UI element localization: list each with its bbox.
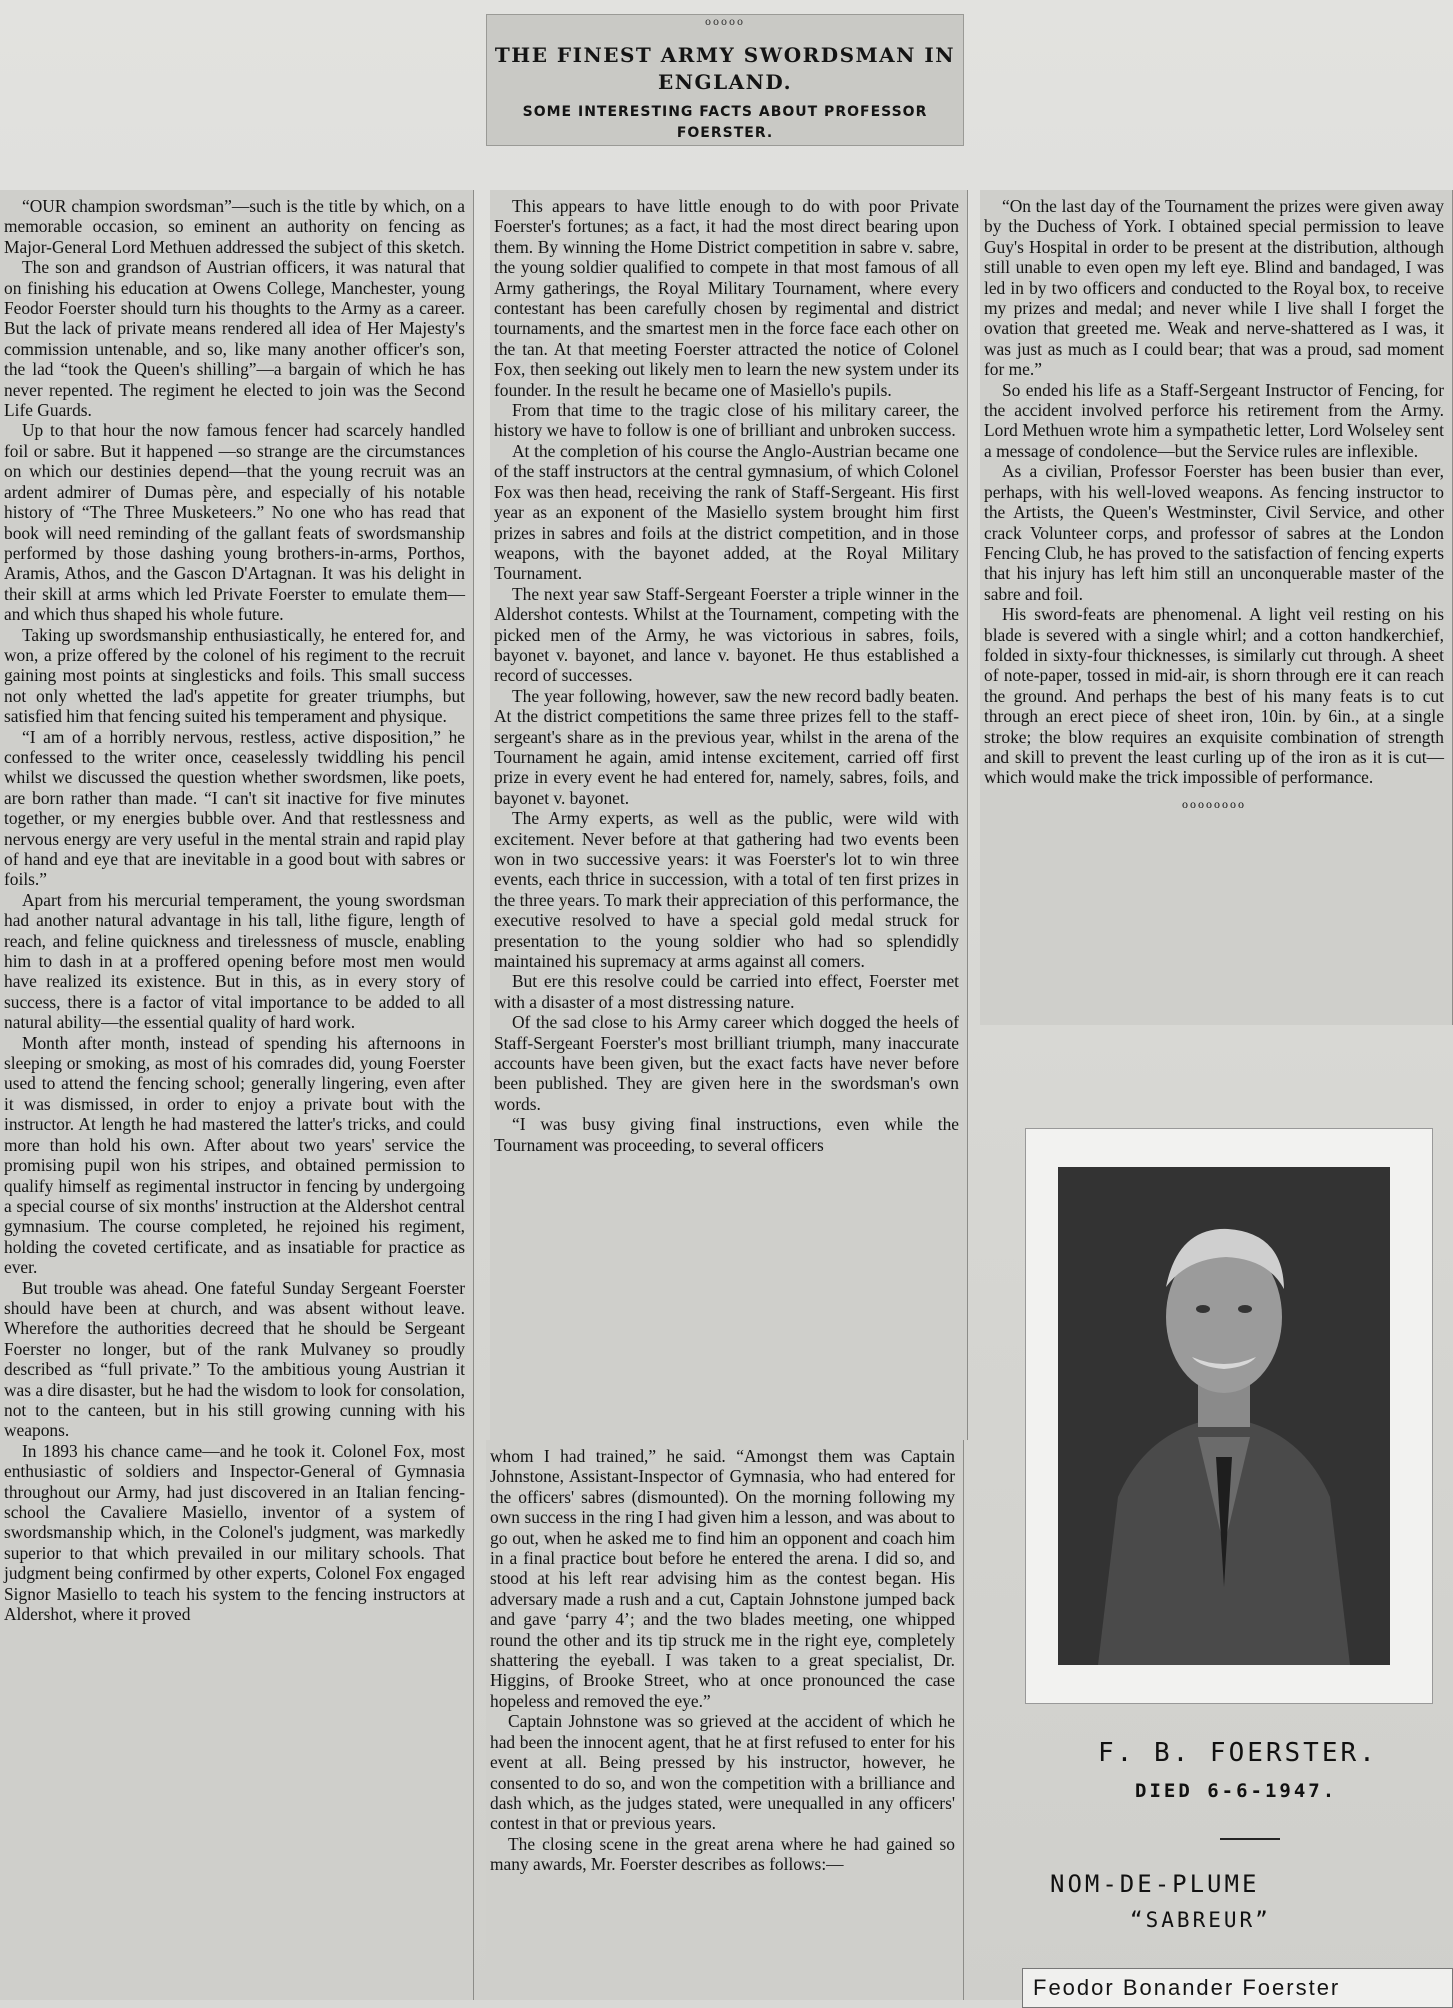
photo-frame <box>1025 1128 1433 1704</box>
article-column-1 <box>0 190 474 2000</box>
portrait-photo <box>1058 1167 1390 1665</box>
paragraph: The closing scene in the great arena where he had gained so many awards, Mr. Foerster describes as follows:— <box>490 1833 955 1875</box>
handwritten-pseudonym: “SABREUR” <box>1130 1908 1271 1932</box>
paragraph: This appears to have little enough to do with poor Private Foerster's fortunes; as a fact, it had the most direct bearing upon them. By winning the Home District competition in sabre v. sabre, the young soldier qualified to compete in that most famous of all Army gatherings, the Royal Military Tournament, where every contestant has been carefully chosen by regimental and district tournaments, and the smartest men in the force face each other on the tan. At that meeting Foerster attracted the notice of Colonel Fox, then seeking out likely men to learn the new system under its founder. In the result he became one of Masiello's pupils. <box>494 196 959 400</box>
paragraph: Up to that hour the now famous fencer had scarcely handled foil or sabre. But it happened —so strange are the circumstances on which our destinies depend—that the young recruit was an ardent admirer of Dumas père, and especially of his notable history of “The Three Musketeers.” No one who has read that book will need reminding of the gallant feats of swordsmanship performed by those dashing young brothers-in-arms, Porthos, Aramis, Athos, and the Gascon D'Artagnan. It was his delight in their skill at arms which led Private Foerster to emulate them—and which thus shaped his whole future. <box>4 420 465 625</box>
headline-ornament: ooooo <box>704 17 746 28</box>
paragraph: whom I had trained,” he said. “Amongst them was Captain Johnstone, Assistant-Inspector of Gymnasia, who had entered for the officers' sabres (dismounted). On the morning following my own success in the ring I had given him a lesson, and was about to go out, when he asked me to find him an opponent and coach him in a final practice bout before he entered the arena. I did so, and stood at his left rear advising him as the contest began. His adversary made a rush and a cut, Captain Johnstone jumped back and gave ‘parry 4’; and the two blades meeting, one whipped round the other and its tip struck me in the right eye, completely shattering the eyeball. I was taken to a great specialist, Dr. Higgins, of Brooke Street, who at once pronounced the case hopeless and removed the eye.” <box>490 1446 955 1711</box>
paragraph: Apart from his mercurial temperament, the young swordsman had another natural advantage in his tall, lithe figure, length of reach, and feline quickness and tirelessness of muscle, enabling him to dash in at a proffered opening before most men would have realized its existence. But in this, as in every story of success, there is a factor of vital importance to be added to all natural ability—the essential quality of hard work. <box>4 889 465 1033</box>
paragraph: “On the last day of the Tournament the prizes were given away by the Duchess of York. I obtained special permission to leave Guy's Hospital in order to be present at the distribution, although still unable to even open my left eye. Blind and bandaged, I was led in by two officers and conducted to the Royal box, to receive my prizes and medal; and never while I live shall I forget the ovation that greeted me. Weak and nerve-shattered as I was, it was just as much as I could bear; that was a proud, sad moment for me.” <box>984 196 1444 380</box>
paragraph: In 1893 his chance came—and he took it. Colonel Fox, most enthusiastic of soldiers and Inspector-General of Gymnasia throughout our Army, had just discovered in an Italian fencing-school the Cavaliere Masiello, inventor of a system of swordsmanship which, in the Colonel's judgment, was markedly superior to that which prevailed in our military schools. That judgment being confirmed by other experts, Colonel Fox engaged Signor Masiello to teach his system to the fencing instructors at Aldershot, where it proved <box>4 1440 465 1625</box>
typed-name-label: Feodor Bonander Foerster <box>1022 1968 1453 2008</box>
paragraph: “I am of a horribly nervous, restless, active disposition,” he confessed to the writer once, ceaselessly twiddling his pencil whilst we discussed the question whether swordsmen, like poets, are born rather than made. “I can't sit inactive for five minutes together, or my energies bubble over. And that restlessness and nervous energy are very useful in the mental strain and rapid play of hand and eye that are inevitable in a good bout with sabres or foils.” <box>4 726 465 890</box>
paragraph: Of the sad close to his Army career which dogged the heels of Staff-Sergeant Foerster's most brilliant triumph, many inaccurate accounts have been given, but the exact facts have never before been published. They are given here in the swordsman's own words. <box>494 1012 959 1114</box>
paragraph: But trouble was ahead. One fateful Sunday Sergeant Foerster should have been at church, and was absent without leave. Wherefore the authorities decreed that he should be Sergeant Foerster no longer, but of the rank Mulvaney so proudly described as “full private.” To the ambitious young Austrian it was a dire disaster, but he had the wisdom to look for consolation, not to the canteen, but in his still growing cunning with his weapons. <box>4 1277 465 1441</box>
paragraph: The year following, however, saw the new record badly beaten. At the district competitions the same three prizes fell to the staff-sergeant's share as in the previous year, whilst in the arena of the Tournament he again, amid intense excitement, carried off first prize in every event he had entered for, namely, sabres, foils, and bayonet v. bayonet. <box>494 685 959 808</box>
paragraph: The Army experts, as well as the public, were wild with excitement. Never before at that gathering had two events been won in two successive years: it was Foerster's lot to win three events, each thrice in succession, with a total of ten first prizes in the three years. To mark their appreciation of this performance, the executive resolved to have a special gold medal struck for presentation to the young soldier who had so splendidly maintained his supremacy at arms against all comers. <box>494 808 959 972</box>
column-end-ornament: oooooooo <box>1182 796 1246 811</box>
handwritten-name: F. B. FOERSTER. <box>1098 1738 1378 1768</box>
paragraph: Captain Johnstone was so grieved at the accident of which he had been the innocent agent, that he at first refused to enter for his event at all. Being pressed by his instructor, however, he consented to do so, and won the competition with a brilliance and dash which, as the judges stated, were unequalled in any officers' contest in that or previous years. <box>490 1711 955 1834</box>
paragraph: So ended his life as a Staff-Sergeant Instructor of Fencing, for the accident involved perforce his retirement from the Army. Lord Methuen wrote him a sympathetic letter, Lord Wolseley sent a message of condolence—but the Service rules are inflexible. <box>984 379 1444 461</box>
headline-title <box>487 42 963 96</box>
paragraph: Month after month, instead of spending his afternoons in sleeping or smoking, as most of his comrades did, young Foerster used to attend the fencing school; generally lingering, even after it was dismissed, in order to enjoy a private bout with the instructor. At length he had mastered the latter's tricks, and could more than hold his own. After about two years' service the promising pupil won his stripes, and obtained permission to qualify himself as regimental instructor in fencing by undergoing a special course of six months' instruction at the Aldershot central gymnasium. The course completed, he rejoined his regiment, holding the coveted certificate, and as insatiable for practice as ever. <box>4 1032 465 1278</box>
paragraph: As a civilian, Professor Foerster has been busier than ever, perhaps, with his well-loved weapons. As fencing instructor to the Artists, the Queen's Westminster, Civil Service, and other crack Volunteer corps, and professor of sabres at the London Fencing Club, he has proved to the satisfaction of fencing experts that his injury has left him still an unconquerable master of the sabre and foil. <box>984 461 1444 604</box>
paragraph: At the completion of his course the Anglo-Austrian became one of the staff instructors at the central gymnasium, of which Colonel Fox was then head, receiving the rank of Staff-Sergeant. His first year as an exponent of the Masiello system brought him first prizes in sabres and foils at the district competition, and in those weapons, with the bayonet added, at the Royal Military Tournament. <box>494 440 959 584</box>
paragraph: “I was busy giving final instructions, even while the Tournament was proceeding, to several officers <box>494 1114 959 1155</box>
article-column-2-bottom <box>486 1440 964 2000</box>
paragraph: The son and grandson of Austrian officers, it was natural that on finishing his education at Owens College, Manchester, young Feodor Foerster should turn his thoughts to the Army as a career. But the lack of private means rendered all idea of Her Majesty's commission untenable, and so, like many another officer's son, the lad “took the Queen's shilling”—a bargain of which he has never repented. The regiment he elected to join was the Second Life Guards. <box>4 257 465 421</box>
paragraph: His sword-feats are phenomenal. A light veil resting on his blade is severed with a single whirl; and a cotton handkerchief, folded in sixty-four thicknesses, is similarly cut through. A sheet of note-paper, tossed in mid-air, is shorn through ere it can reach the ground. And perhaps the best of his many feats is to cut through an erect piece of sheet iron, 10in. by 6in., at a single stroke; the blow requires an exquisite combination of strength and skill to prevent the least curling up of the iron as it is cut—which would make the trick impossible of performance. <box>984 604 1444 788</box>
article-column-3 <box>980 190 1453 1025</box>
headline-title-line2: ENGLAND. <box>657 70 793 94</box>
paragraph: Taking up swordsmanship enthusiastically, he entered for, and won, a prize offered by the colonel of his regiment to the recruit gaining most points at singlesticks and foils. This small success not only whetted the lad's appetite for greater triumphs, but satisfied him that fencing suited his temperament and physique. <box>4 624 465 727</box>
headline-subtitle: SOME INTERESTING FACTS ABOUT PROFESSOR FOERSTER. <box>522 104 928 141</box>
paragraph: But ere this resolve could be carried into effect, Foerster met with a disaster of a most distressing nature. <box>494 971 959 1012</box>
handwritten-rule <box>1220 1838 1280 1840</box>
portrait-figure-icon <box>1058 1167 1390 1665</box>
handwritten-death-date: DIED 6-6-1947. <box>1135 1780 1338 1802</box>
paragraph: The next year saw Staff-Sergeant Foerster a triple winner in the Aldershot contests. Whilst at the Tournament, competing with the picked men of the Army, he was victorious in sabres, foils, bayonet v. bayonet, and lance v. bayonet. He thus established a record of successes. <box>494 583 959 686</box>
article-column-2-top <box>490 190 968 1440</box>
handwritten-nom-de-plume-label: NOM-DE-PLUME <box>1050 1870 1260 1898</box>
headline-title-line1: THE FINEST ARMY SWORDSMAN IN <box>494 43 956 67</box>
headline-box <box>486 14 964 146</box>
paragraph: “OUR champion swordsman”—such is the title by which, on a memorable occasion, so eminent an authority on fencing as Major-General Lord Methuen addressed the subject of this sketch. <box>4 196 465 257</box>
paragraph: From that time to the tragic close of his military career, the history we have to follow is one of brilliant and unbroken success. <box>494 400 959 441</box>
